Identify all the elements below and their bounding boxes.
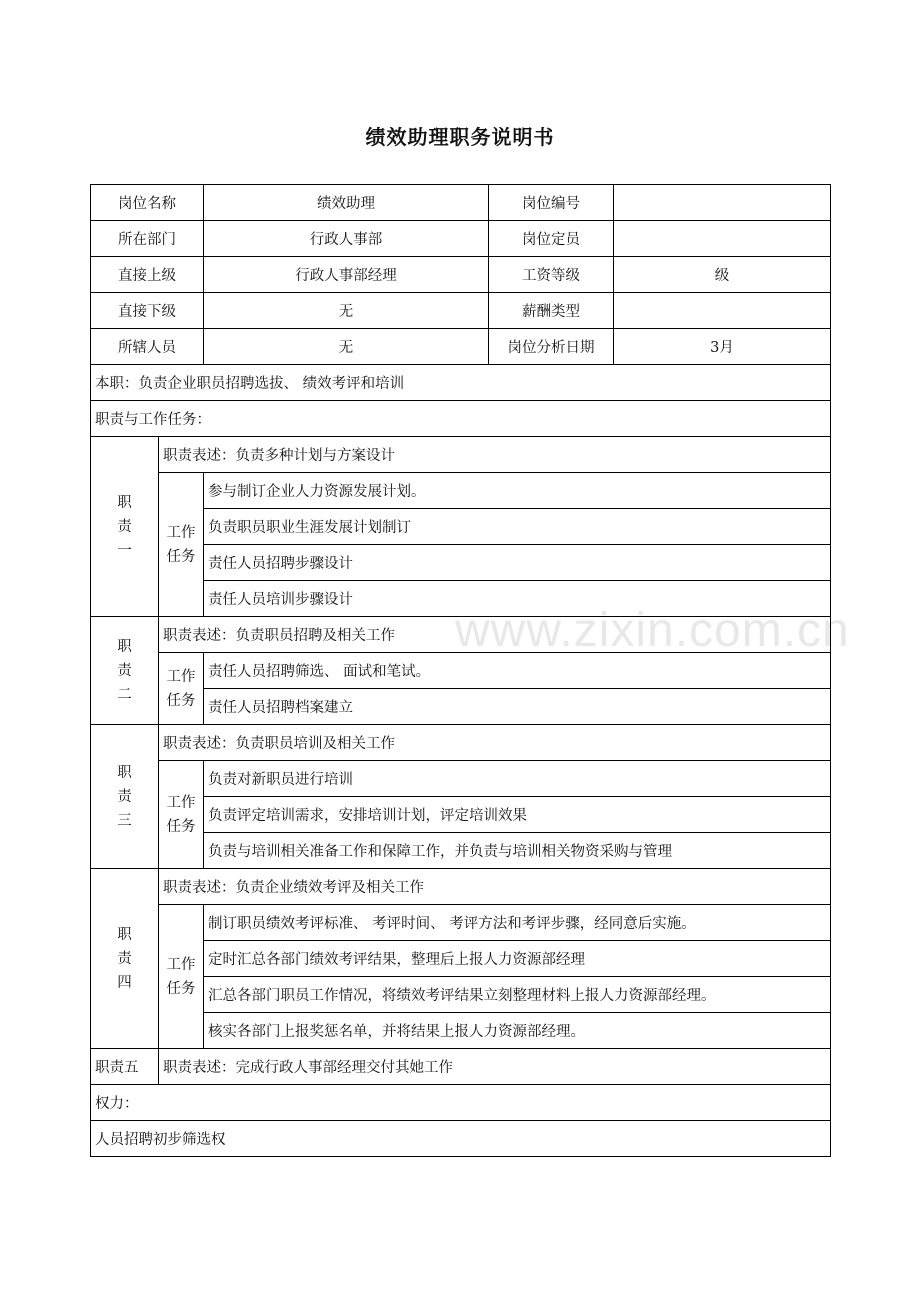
grade-value: 级 (614, 257, 831, 293)
duty5-row (91, 1049, 831, 1085)
subordinate-label: 直接下级 (91, 293, 204, 329)
duty4-task-label: 工作 任务 (159, 905, 204, 1049)
duty1-task-1: 参与制订企业人力资源发展计划。 (204, 473, 831, 509)
row-subordinate (91, 293, 831, 329)
duty2-label: 职 责 二 (91, 617, 159, 725)
duty4-task-2: 定时汇总各部门绩效考评结果，整理后上报人力资源部经理 (204, 941, 831, 977)
duty4-desc-row (91, 869, 831, 905)
analysis-date-value: 3月 (614, 329, 831, 365)
authority-header: 权力： (91, 1085, 831, 1121)
duty2-task-1: 责任人员招聘筛选、 面试和笔试。 (204, 653, 831, 689)
duty2-desc-row (91, 617, 831, 653)
duty1-task-row (91, 473, 831, 509)
authority-item: 人员招聘初步筛选权 (91, 1121, 831, 1157)
duty2-desc: 职责表述：负责职员招聘及相关工作 (159, 617, 831, 653)
grade-label: 工资等级 (489, 257, 614, 293)
authority-header-row (91, 1085, 831, 1121)
duties-header: 职责与工作任务： (91, 401, 831, 437)
job-no-label: 岗位编号 (489, 185, 614, 221)
duty3-task-row (91, 761, 831, 797)
row-duties-header (91, 401, 831, 437)
duty1-task-3: 责任人员招聘步骤设计 (204, 545, 831, 581)
duty5-label: 职责五 (91, 1049, 159, 1085)
duty4-desc: 职责表述：负责企业绩效考评及相关工作 (159, 869, 831, 905)
superior-label: 直接上级 (91, 257, 204, 293)
duty4-task-3: 汇总各部门职员工作情况，将绩效考评结果立刻整理材料上报人力资源部经理。 (204, 977, 831, 1013)
row-staff (91, 329, 831, 365)
subordinate-value: 无 (204, 293, 489, 329)
quota-value (614, 221, 831, 257)
duty3-task-1: 负责对新职员进行培训 (204, 761, 831, 797)
duty3-desc: 职责表述：负责职员培训及相关工作 (159, 725, 831, 761)
dept-value: 行政人事部 (204, 221, 489, 257)
job-name-label: 岗位名称 (91, 185, 204, 221)
row-superior (91, 257, 831, 293)
quota-label: 岗位定员 (489, 221, 614, 257)
job-description-table (90, 184, 831, 1157)
page-title: 绩效助理职务说明书 (365, 125, 555, 149)
row-dept (91, 221, 831, 257)
row-duty-summary (91, 365, 831, 401)
duty1-desc-row (91, 437, 831, 473)
duty3-desc-row (91, 725, 831, 761)
duty1-label: 职 责 一 (91, 437, 159, 617)
superior-value: 行政人事部经理 (204, 257, 489, 293)
duty4-task-row (91, 905, 831, 941)
pay-type-label: 薪酬类型 (489, 293, 614, 329)
duty1-task-4: 责任人员培训步骤设计 (204, 581, 831, 617)
duty1-desc: 职责表述：负责多种计划与方案设计 (159, 437, 831, 473)
staff-value: 无 (204, 329, 489, 365)
authority-item-row (91, 1121, 831, 1157)
duty2-task-2: 责任人员招聘档案建立 (204, 689, 831, 725)
job-no-value (614, 185, 831, 221)
duty2-task-label: 工作 任务 (159, 653, 204, 725)
dept-label: 所在部门 (91, 221, 204, 257)
staff-label: 所辖人员 (91, 329, 204, 365)
job-name-value: 绩效助理 (204, 185, 489, 221)
analysis-date-label: 岗位分析日期 (489, 329, 614, 365)
duty3-task-label: 工作 任务 (159, 761, 204, 869)
duty1-task-label: 工作 任务 (159, 473, 204, 617)
pay-type-value (614, 293, 831, 329)
duty4-label: 职 责 四 (91, 869, 159, 1049)
duty5-desc: 职责表述：完成行政人事部经理交付其她工作 (159, 1049, 831, 1085)
duty4-task-4: 核实各部门上报奖惩名单，并将结果上报人力资源部经理。 (204, 1013, 831, 1049)
duty-summary: 本职：负责企业职员招聘选拔、 绩效考评和培训 (91, 365, 831, 401)
duty1-task-2: 负责职员职业生涯发展计划制订 (204, 509, 831, 545)
row-job-name (91, 185, 831, 221)
duty2-task-row (91, 653, 831, 689)
duty4-task-1: 制订职员绩效考评标准、 考评时间、 考评方法和考评步骤，经同意后实施。 (204, 905, 831, 941)
duty3-task-3: 负责与培训相关准备工作和保障工作，并负责与培训相关物资采购与管理 (204, 833, 831, 869)
watermark: www.zixin.com.cn (455, 604, 850, 657)
duty3-label: 职 责 三 (91, 725, 159, 869)
duty3-task-2: 负责评定培训需求，安排培训计划，评定培训效果 (204, 797, 831, 833)
